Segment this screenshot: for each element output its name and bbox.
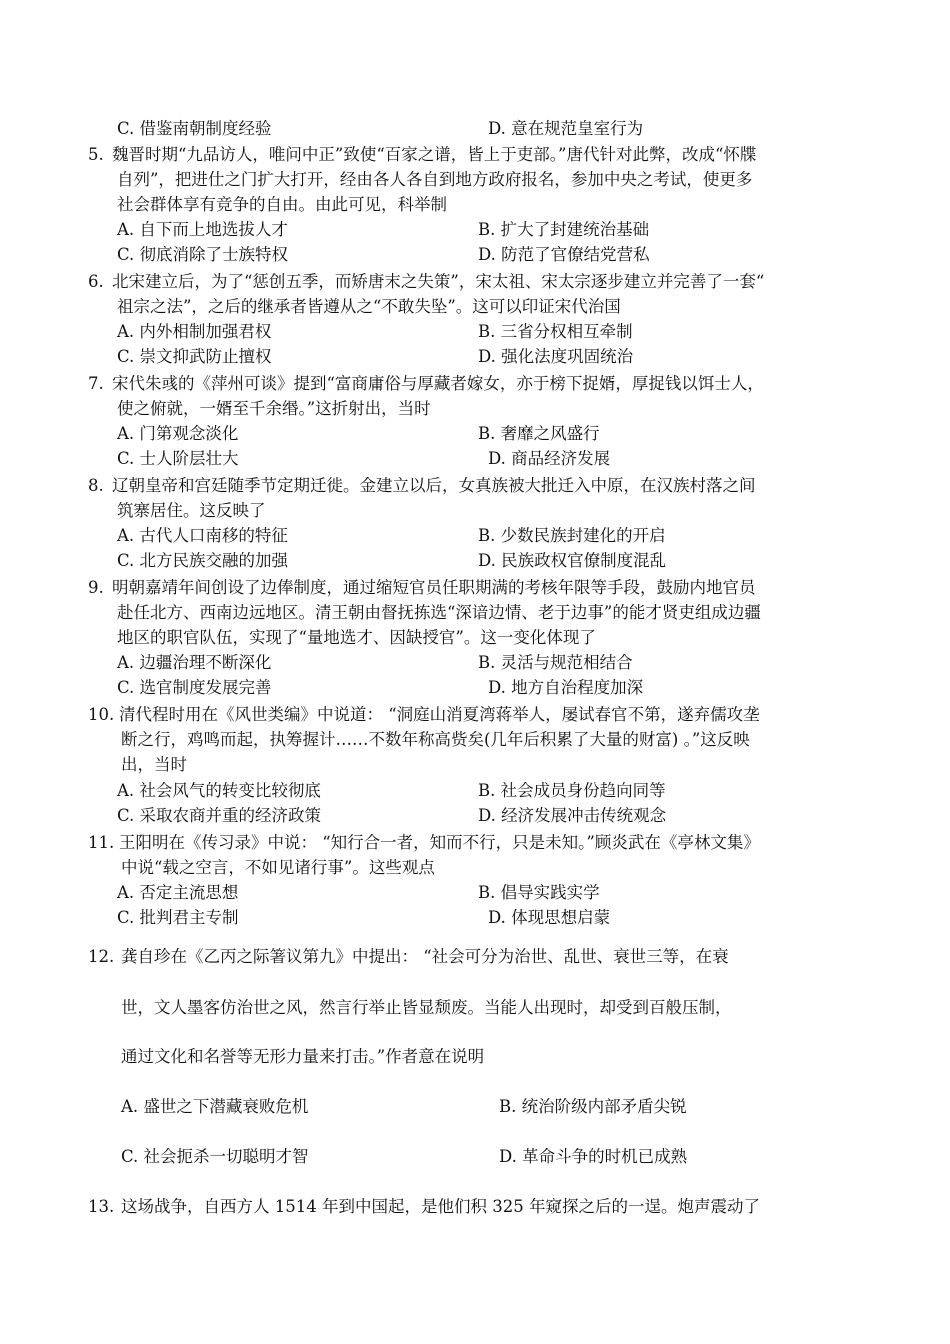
q6-option-b: B. 三省分权相互牵制 bbox=[478, 322, 633, 341]
q12-number: 12. bbox=[88, 947, 115, 966]
q11-option-a: A. 否定主流思想 bbox=[117, 883, 239, 902]
q6-stem-line-1: 北宋建立后，为了“惩创五季，而矫唐末之失策”，宋太祖、宋太宗逐步建立并完善了一套“ bbox=[112, 272, 765, 291]
q11-stem-line-2: 中说“载之空言，不如见诸行事”。这些观点 bbox=[121, 858, 435, 877]
q10-option-b: B. 社会成员身份趋向同等 bbox=[478, 781, 666, 800]
q7-stem-line-2: 使之俯就，一婿至千余缗。”这折射出，当时 bbox=[117, 399, 431, 418]
q5-stem-line-1: 魏晋时期“九品访人，唯问中正”致使“百家之谱，皆上于吏部。”唐代针对此弊，改成“怀牒 bbox=[112, 145, 757, 164]
q9-stem-line-1: 明朝嘉靖年间创设了边俸制度，通过缩短官员任职期满的考核年限等手段，鼓励内地官员 bbox=[112, 578, 756, 597]
q10-stem-line-2: 断之行，鸡鸣而起，执筹握计……不数年称高赀矣(几年后积累了大量的财富) 。”这反映 bbox=[121, 730, 750, 749]
q9-option-c: C. 选官制度发展完善 bbox=[117, 678, 272, 697]
q11-option-d: D. 体现思想启蒙 bbox=[488, 908, 611, 927]
q11-stem-line-1: 王阳明在《传习录》中说： “知行合一者，知而不行，只是未知。”顾炎武在《亭林文集》 bbox=[119, 833, 760, 852]
q9-number: 9. bbox=[88, 578, 104, 597]
q8-stem-line-1: 辽朝皇帝和宫廷随季节定期迁徙。金建立以后，女真族被大批迁入中原，在汉族村落之间 bbox=[112, 476, 756, 495]
q7-option-d: D. 商品经济发展 bbox=[488, 449, 611, 468]
q6-option-a: A. 内外相制加强君权 bbox=[117, 322, 272, 341]
q12-option-d: D. 革命斗争的时机已成熟 bbox=[499, 1147, 688, 1166]
q12-option-c: C. 社会扼杀一切聪明才智 bbox=[121, 1147, 309, 1166]
q9-option-a: A. 边疆治理不断深化 bbox=[117, 653, 272, 672]
q5-stem-line-3: 社会群体享有竞争的自由。由此可见，科举制 bbox=[117, 195, 447, 214]
q11-option-c: C. 批判君主专制 bbox=[117, 908, 239, 927]
q7-option-b: B. 奢靡之风盛行 bbox=[478, 424, 600, 443]
q6-number: 6. bbox=[88, 272, 104, 291]
q13-stem-line-1: 这场战争，自西方人 1514 年到中国起，是他们积 325 年窥探之后的一逞。炮声震动了 bbox=[121, 1197, 760, 1216]
q10-option-c: C. 采取农商并重的经济政策 bbox=[117, 806, 322, 825]
q13-number: 13. bbox=[88, 1197, 115, 1216]
q10-stem-line-1: 清代程时用在《风世类编》中说道： “洞庭山消夏湾蒋举人，屡试春官不第，遂弃儒攻垄 bbox=[119, 705, 760, 724]
q5-option-a: A. 自下而上地选拔人才 bbox=[117, 220, 288, 239]
q5-option-c: C. 彻底消除了士族特权 bbox=[117, 245, 289, 264]
q12-stem-line-3: 通过文化和名誉等无形力量来打击。”作者意在说明 bbox=[121, 1047, 485, 1066]
q7-option-c: C. 士人阶层壮大 bbox=[117, 449, 239, 468]
q9-option-b: B. 灵活与规范相结合 bbox=[478, 653, 633, 672]
q9-option-d: D. 地方自治程度加深 bbox=[488, 678, 644, 697]
q6-option-d: D. 强化法度巩固统治 bbox=[478, 347, 634, 366]
q10-number: 10. bbox=[88, 705, 115, 724]
q5-number: 5. bbox=[88, 145, 104, 164]
q7-option-a: A. 门第观念淡化 bbox=[117, 424, 239, 443]
q12-stem-line-2: 世，文人墨客仿治世之风，然言行举止皆显颓废。当能人出现时，却受到百般压制， bbox=[121, 998, 732, 1017]
q4-option-d: D. 意在规范皇室行为 bbox=[488, 119, 644, 138]
q7-number: 7. bbox=[88, 374, 104, 393]
q11-number: 11. bbox=[88, 833, 115, 852]
q5-option-b: B. 扩大了封建统治基础 bbox=[478, 220, 650, 239]
q11-option-b: B. 倡导实践实学 bbox=[478, 883, 600, 902]
q4-option-c: C. 借鉴南朝制度经验 bbox=[117, 119, 272, 138]
q6-option-c: C. 崇文抑武防止擅权 bbox=[117, 347, 272, 366]
q8-option-a: A. 古代人口南移的特征 bbox=[117, 526, 288, 545]
q10-stem-line-3: 出，当时 bbox=[121, 755, 187, 774]
q12-stem-line-1: 龚自珍在《乙丙之际箸议第九》中提出： “社会可分为治世、乱世、衰世三等，在衰 bbox=[121, 947, 729, 966]
q8-stem-line-2: 筑寨居住。这反映了 bbox=[117, 501, 266, 520]
q8-number: 8. bbox=[88, 476, 104, 495]
q8-option-d: D. 民族政权官僚制度混乱 bbox=[478, 551, 667, 570]
q9-stem-line-3: 地区的职官队伍，实现了“量地选才、因缺授官”。这一变化体现了 bbox=[117, 628, 596, 647]
q8-option-c: C. 北方民族交融的加强 bbox=[117, 551, 289, 570]
q10-option-d: D. 经济发展冲击传统观念 bbox=[478, 806, 667, 825]
q10-option-a: A. 社会风气的转变比较彻底 bbox=[117, 781, 321, 800]
q9-stem-line-2: 赴任北方、西南边远地区。清王朝由督抚拣选“深谙边情、老于边事”的能才贤吏组成边疆 bbox=[117, 603, 761, 622]
q12-option-b: B. 统治阶级内部矛盾尖锐 bbox=[499, 1097, 687, 1116]
q8-option-b: B. 少数民族封建化的开启 bbox=[478, 526, 666, 545]
q5-stem-line-2: 自列”，把进仕之门扩大打开，经由各人各自到地方政府报名，参加中央之考试，使更多 bbox=[117, 170, 753, 189]
q6-stem-line-2: 祖宗之法”，之后的继承者皆遵从之“不敢失坠”。这可以印证宋代治国 bbox=[117, 297, 621, 316]
q12-option-a: A. 盛世之下潜藏衰败危机 bbox=[121, 1097, 309, 1116]
q7-stem-line-1: 宋代朱彧的《萍州可谈》提到“富商庸俗与厚藏者嫁女，亦于榜下捉婿，厚捉钱以饵士人， bbox=[112, 374, 764, 393]
q5-option-d: D. 防范了官僚结党营私 bbox=[478, 245, 650, 264]
